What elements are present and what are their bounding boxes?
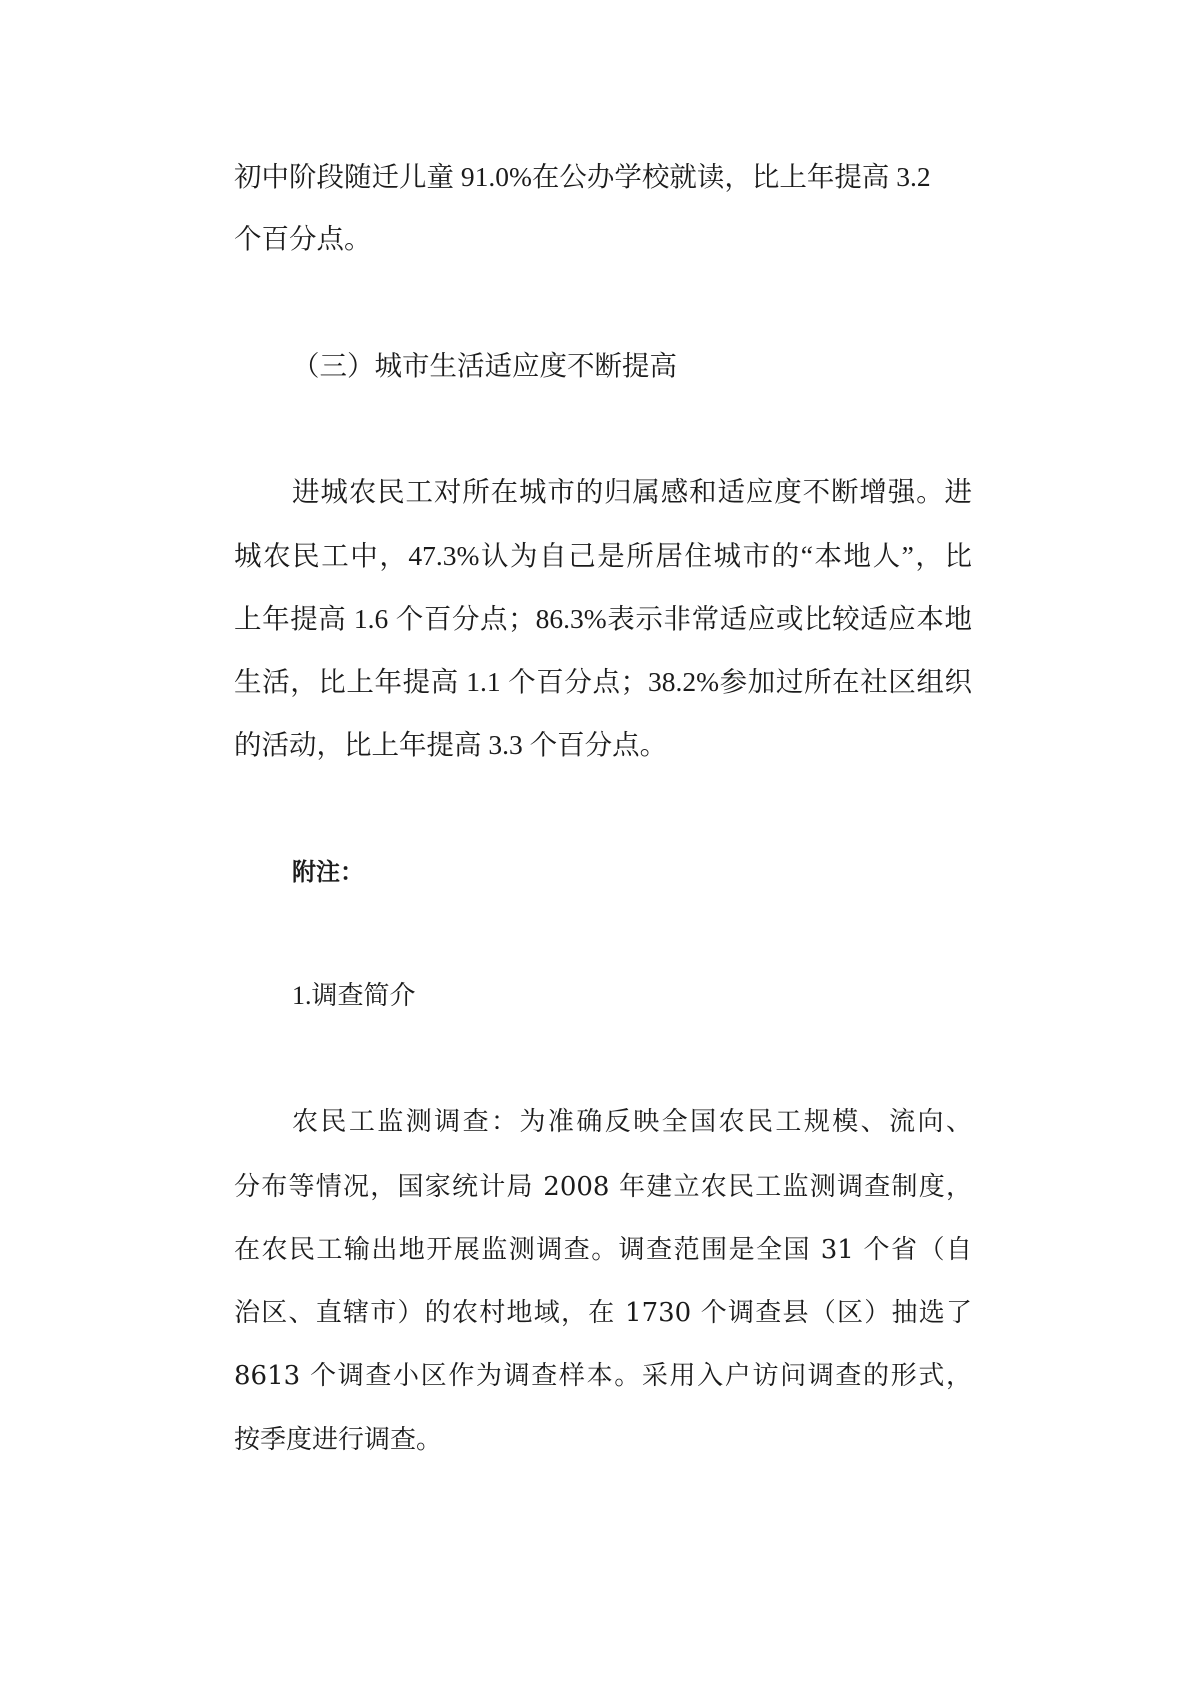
paragraph-line: 城农民工中，47.3%认为自己是所居住城市的“本地人”，比 xyxy=(234,540,972,571)
paragraph-line: 分布等情况，国家统计局 2008 年建立农民工监测调查制度， xyxy=(234,1172,972,1202)
paragraph-line: 个百分点。 xyxy=(234,223,372,254)
paragraph-line: 农民工监测调查：为准确反映全国农民工规模、流向、 xyxy=(292,1107,972,1137)
note-heading: 附注： xyxy=(292,858,364,886)
paragraph-line: 在农民工输出地开展监测调查。调查范围是全国 31 个省（自 xyxy=(234,1235,972,1265)
paragraph-line: 初中阶段随迁儿童 91.0%在公办学校就读，比上年提高 3.2 xyxy=(234,161,931,192)
paragraph-line: 上年提高 1.6 个百分点；86.3%表示非常适应或比较适应本地 xyxy=(234,603,972,634)
paragraph-line: 按季度进行调查。 xyxy=(234,1425,443,1455)
paragraph-line: 8613 个调查小区作为调查样本。采用入户访问调查的形式， xyxy=(234,1361,972,1391)
section-heading: （三）城市生活适应度不断提高 xyxy=(292,350,677,381)
paragraph-line: 生活，比上年提高 1.1 个百分点；38.2%参加过所在社区组织 xyxy=(234,666,972,697)
subsection-heading: 1.调查简介 xyxy=(292,981,416,1010)
paragraph-line: 治区、直辖市）的农村地域，在 1730 个调查县（区）抽选了 xyxy=(234,1298,972,1328)
paragraph-line: 的活动，比上年提高 3.3 个百分点。 xyxy=(234,729,668,760)
paragraph-line: 进城农民工对所在城市的归属感和适应度不断增强。进 xyxy=(292,476,972,507)
